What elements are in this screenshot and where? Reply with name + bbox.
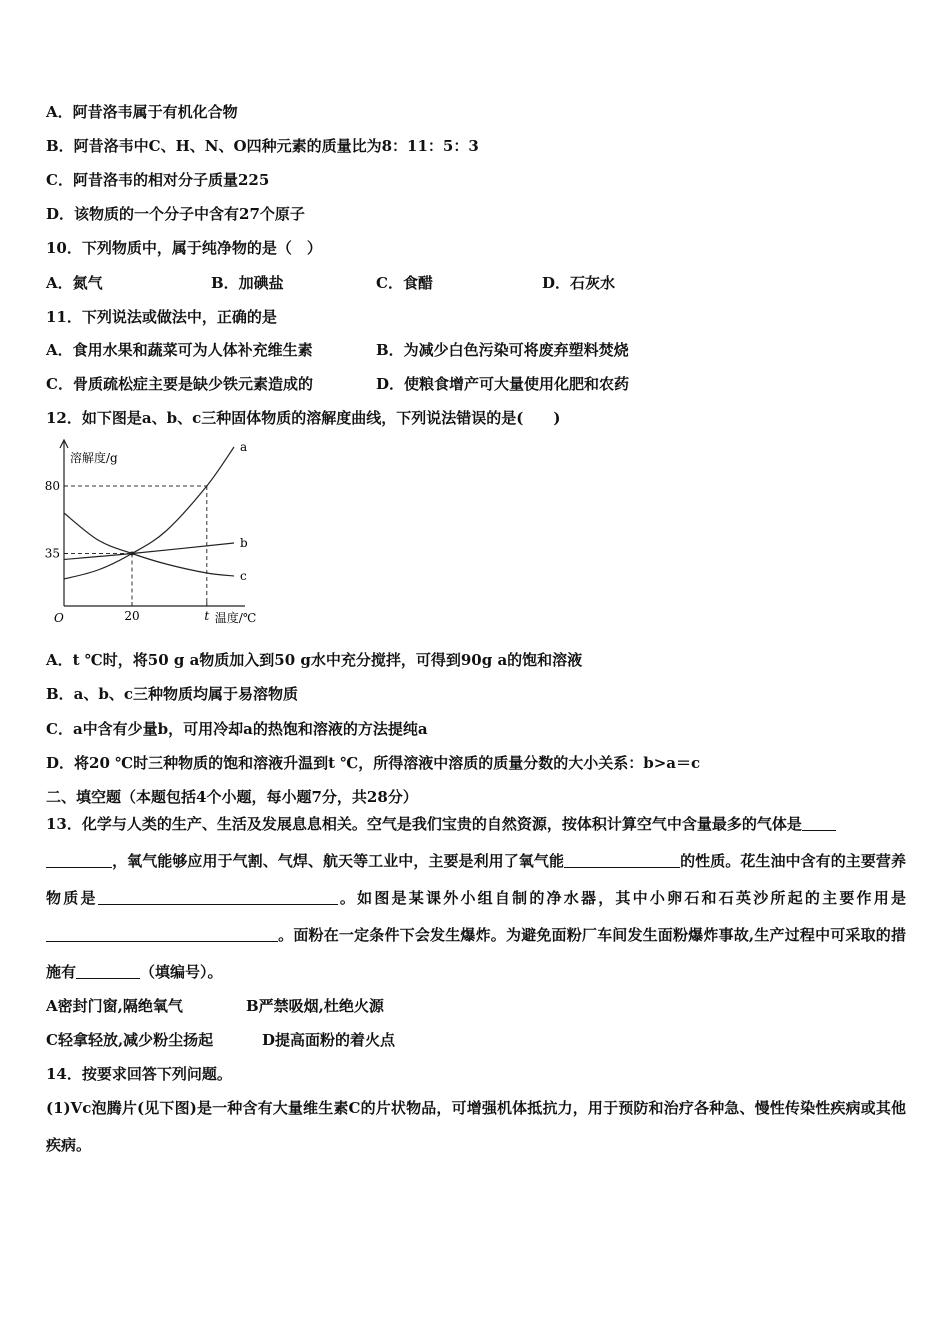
q13-blank-5[interactable] xyxy=(76,962,140,979)
q13-option-d: D提高面粉的着火点 xyxy=(262,1031,396,1049)
q10-stem: 10．下列物质中，属于纯净物的是（ ） xyxy=(46,239,322,257)
y-tick-label: 80 xyxy=(44,479,60,493)
chart-series xyxy=(64,447,234,579)
q14-part-1: (1)Vc泡腾片(见下图)是一种含有大量维生素C的片状物品，可增强机体抵抗力，用于预防和治疗各种急、慢性传染性疾病或其他疾病。 xyxy=(46,1099,906,1154)
q13-blank-3[interactable] xyxy=(98,888,338,905)
q10-option-d: D．石灰水 xyxy=(542,274,616,292)
q12-option-a: A．t ℃时，将50 g a物质加入到50 g水中充分搅拌，可得到90g a的饱和溶液 xyxy=(46,651,583,669)
q13-options-row1 xyxy=(46,996,746,1016)
q11-stem: 11．下列说法或做法中，正确的是 xyxy=(46,308,277,326)
q11-options-row1 xyxy=(46,340,746,360)
x-axis-label: 温度/℃ xyxy=(214,611,257,625)
q9-option-b: B．阿昔洛韦中C、H、N、O四种元素的质量比为8：11：5：3 xyxy=(46,137,479,155)
q13-text-4: 。如图是某课外小组自制的净水器，其中小卵石和石英沙所起的主要作用是 xyxy=(337,889,906,907)
q11-options-row2 xyxy=(46,374,746,394)
q13-text-6: （填编号）。 xyxy=(140,963,223,981)
series-a-label: a xyxy=(240,440,248,454)
q13-text-2: ，氧气能够应用于气割、气焊、航天等工业中，主要是利用了氧气能 xyxy=(112,852,565,870)
q12-stem: 12．如下图是a、b、c三种固体物质的溶解度曲线，下列说法错误的是( ) xyxy=(46,409,561,427)
x-tick-label: 20 xyxy=(124,609,140,623)
q13-option-b: B严禁吸烟,杜绝火源 xyxy=(246,997,384,1015)
q9-option-d: D．该物质的一个分子中含有27个原子 xyxy=(46,205,305,223)
q11-option-a: A．食用水果和蔬菜可为人体补充维生素 xyxy=(46,341,313,359)
q9-option-c: C．阿昔洛韦的相对分子质量225 xyxy=(46,171,270,189)
q13-text-5: 。面粉在一定条件下会发生爆炸。为避免面粉厂车间发生面粉爆炸事故,生产过程中可采取的措施有 xyxy=(46,926,906,981)
q14-stem: 14．按要求回答下列问题。 xyxy=(46,1065,232,1083)
q13-text-3: 的性质。花生油中含有的主要营养物质是 xyxy=(46,852,906,907)
q13-paragraph xyxy=(46,806,906,991)
q13-text-1: 13．化学与人类的生产、生活及发展息息相关。空气是我们宝贵的自然资源，按体积计算空气中含量最多的气体是 xyxy=(46,815,802,833)
series-c-label: c xyxy=(240,569,247,583)
q11-option-b: B．为减少白色污染可将废弃塑料焚烧 xyxy=(376,341,629,359)
q10-option-c: C．食醋 xyxy=(376,274,433,292)
chart-labels xyxy=(45,440,257,625)
q13-options-row2 xyxy=(46,1030,746,1050)
y-tick-label: 35 xyxy=(44,546,60,561)
q13-blank-1a[interactable] xyxy=(802,814,836,831)
y-axis-label: 溶解度/g xyxy=(70,451,118,465)
origin-label: O xyxy=(54,611,64,625)
q13-blank-2[interactable] xyxy=(564,851,680,868)
q13-option-c: C轻拿轻放,减少粉尘扬起 xyxy=(46,1031,214,1049)
solubility-chart xyxy=(40,434,257,630)
q10-option-a: A．氮气 xyxy=(46,274,103,292)
q11-option-c: C．骨质疏松症主要是缺少铁元素造成的 xyxy=(46,375,313,393)
q13-blank-1b[interactable] xyxy=(46,851,112,868)
q11-option-d: D．使粮食增产可大量使用化肥和农药 xyxy=(376,375,630,393)
series-b-curve xyxy=(64,543,234,560)
section-heading: 二、填空题（本题包括4个小题，每小题7分，共28分） xyxy=(46,788,418,806)
intersection-point xyxy=(130,552,134,556)
q12-option-c: C．a中含有少量b，可用冷却a的热饱和溶液的方法提纯a xyxy=(46,720,428,738)
q12-option-b: B．a、b、c三种物质均属于易溶物质 xyxy=(46,685,299,703)
q13-option-a: A密封门窗,隔绝氧气 xyxy=(46,997,183,1015)
x-tick-label: t xyxy=(204,609,210,623)
series-b-label: b xyxy=(240,536,248,550)
q12-option-d: D．将20 ℃时三种物质的饱和溶液升温到t ℃，所得溶液中溶质的质量分数的大小关系：b>a＝c xyxy=(46,754,701,772)
chart-guides xyxy=(64,486,207,606)
series-c-curve xyxy=(64,513,234,576)
q9-option-a: A．阿昔洛韦属于有机化合物 xyxy=(46,103,238,121)
q10-options xyxy=(46,273,646,293)
q13-blank-4[interactable] xyxy=(46,925,278,942)
q10-option-b: B．加碘盐 xyxy=(211,274,284,292)
